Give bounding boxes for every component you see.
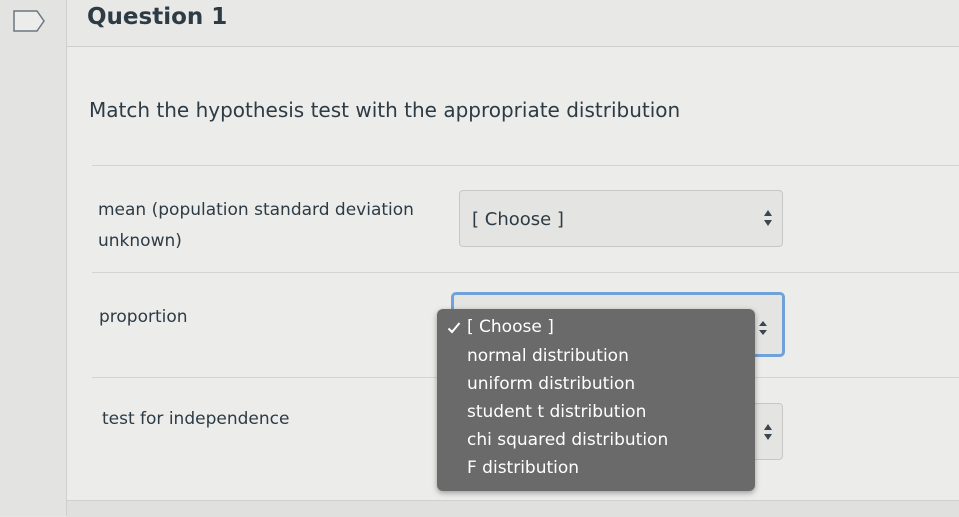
question-header bbox=[67, 0, 959, 47]
divider bbox=[92, 165, 959, 166]
footer-strip bbox=[67, 500, 959, 517]
sort-arrows-icon bbox=[763, 209, 773, 227]
question-prompt: Match the hypothesis test with the appropriate distribution bbox=[89, 98, 681, 122]
row-label-line: mean (population standard deviation bbox=[98, 200, 414, 220]
row-label-independence: test for independence bbox=[102, 409, 290, 429]
dropdown-option-uniform[interactable]: uniform distribution bbox=[467, 374, 636, 394]
distribution-dropdown-menu[interactable] bbox=[437, 309, 755, 491]
row-label-mean bbox=[98, 195, 414, 257]
row-label-proportion: proportion bbox=[99, 307, 188, 327]
sort-arrows-icon bbox=[763, 423, 773, 441]
dropdown-option-normal[interactable]: normal distribution bbox=[467, 346, 629, 366]
question-sidebar bbox=[0, 0, 67, 516]
row-label-line: unknown) bbox=[98, 231, 182, 251]
sort-arrows-icon bbox=[758, 320, 768, 336]
flag-icon[interactable] bbox=[13, 10, 45, 32]
dropdown-option-f[interactable]: F distribution bbox=[467, 458, 580, 478]
dropdown-option-student-t[interactable]: student t distribution bbox=[467, 402, 647, 422]
check-icon bbox=[447, 321, 461, 335]
select-value: [ Choose ] bbox=[472, 209, 564, 230]
dropdown-option-chi-squared[interactable]: chi squared distribution bbox=[467, 430, 669, 450]
dropdown-option-choose[interactable]: [ Choose ] bbox=[467, 317, 554, 337]
divider bbox=[92, 272, 959, 273]
answer-select-mean[interactable] bbox=[459, 190, 783, 247]
question-title: Question 1 bbox=[87, 4, 228, 30]
